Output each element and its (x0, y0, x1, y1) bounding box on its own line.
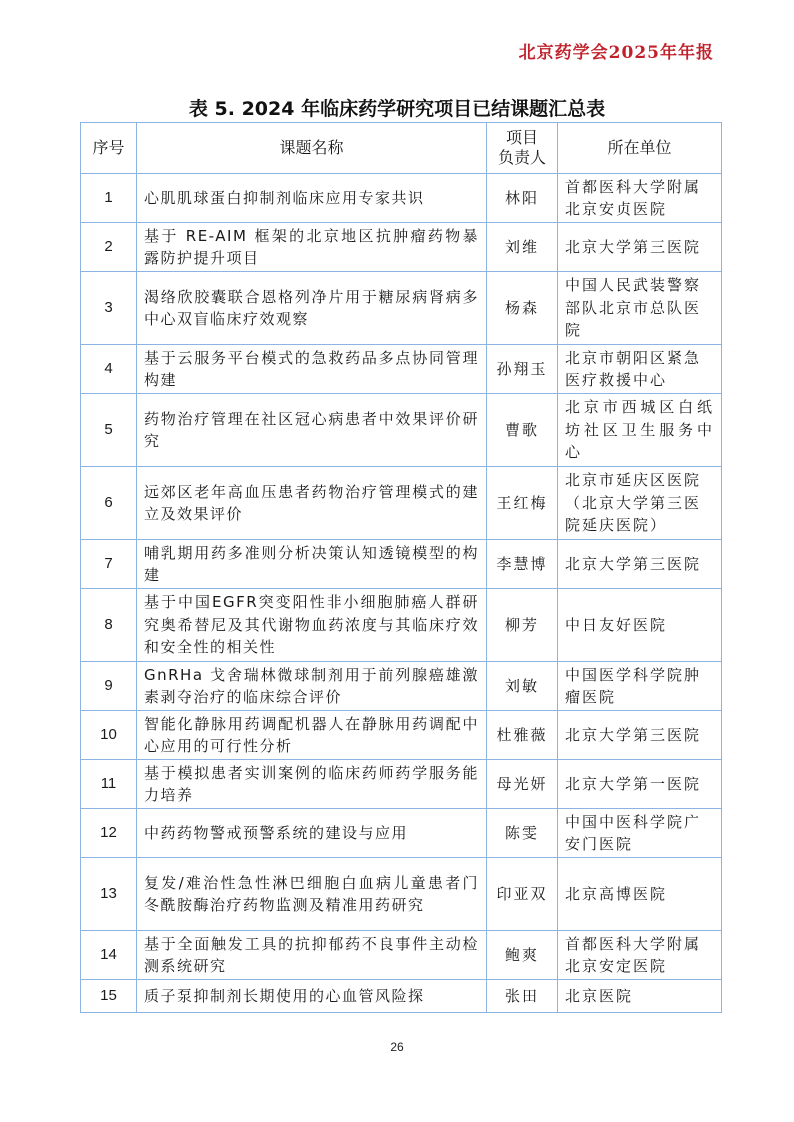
row-index: 13 (81, 858, 137, 931)
project-title: 质子泵抑制剂长期使用的心血管风险探 (137, 980, 487, 1013)
project-unit: 北京大学第一医院 (558, 760, 722, 809)
table-row (81, 272, 722, 345)
project-title: 中药药物警戒预警系统的建设与应用 (137, 809, 487, 858)
table-row (81, 980, 722, 1013)
project-title: 复发/难治性急性淋巴细胞白血病儿童患者门冬酰胺酶治疗药物监测及精准用药研究 (137, 858, 487, 931)
project-lead: 母光妍 (487, 760, 558, 809)
project-unit: 北京高博医院 (558, 858, 722, 931)
table-row (81, 760, 722, 809)
project-unit: 中国医学科学院肿瘤医院 (558, 662, 722, 711)
table-row (81, 662, 722, 711)
project-lead: 李慧博 (487, 540, 558, 589)
table-row (81, 394, 722, 467)
project-lead: 张田 (487, 980, 558, 1013)
project-title: 基于云服务平台模式的急救药品多点协同管理构建 (137, 345, 487, 394)
project-lead: 刘维 (487, 223, 558, 272)
project-lead: 杨森 (487, 272, 558, 345)
col-header-idx: 序号 (81, 123, 137, 174)
project-unit: 中国人民武装警察部队北京市总队医院 (558, 272, 722, 345)
row-index: 3 (81, 272, 137, 345)
table-row (81, 174, 722, 223)
project-title: 基于 RE-AIM 框架的北京地区抗肿瘤药物暴露防护提升项目 (137, 223, 487, 272)
table-row (81, 809, 722, 858)
row-index: 14 (81, 931, 137, 980)
table-row (81, 467, 722, 540)
table-row (81, 858, 722, 931)
project-lead: 王红梅 (487, 467, 558, 540)
project-lead: 柳芳 (487, 589, 558, 662)
project-unit: 首都医科大学附属北京安定医院 (558, 931, 722, 980)
project-lead: 曹歌 (487, 394, 558, 467)
project-title: 哺乳期用药多准则分析决策认知透镜模型的构建 (137, 540, 487, 589)
row-index: 8 (81, 589, 137, 662)
project-lead: 杜雅薇 (487, 711, 558, 760)
row-index: 5 (81, 394, 137, 467)
project-title: 药物治疗管理在社区冠心病患者中效果评价研究 (137, 394, 487, 467)
table-row (81, 931, 722, 980)
row-index: 7 (81, 540, 137, 589)
row-index: 2 (81, 223, 137, 272)
table-row (81, 540, 722, 589)
project-unit: 北京医院 (558, 980, 722, 1013)
project-unit: 中国中医科学院广安门医院 (558, 809, 722, 858)
col-header-unit: 所在单位 (558, 123, 722, 174)
col-header-lead-line2: 负责人 (497, 148, 546, 167)
project-unit: 北京大学第三医院 (558, 223, 722, 272)
project-title: GnRHa 戈舍瑞林微球制剂用于前列腺癌雄激素剥夺治疗的临床综合评价 (137, 662, 487, 711)
project-title: 渴络欣胶囊联合恩格列净片用于糖尿病肾病多中心双盲临床疗效观察 (137, 272, 487, 345)
row-index: 15 (81, 980, 137, 1013)
page-number: 26 (390, 1040, 404, 1054)
project-unit: 北京大学第三医院 (558, 540, 722, 589)
col-header-lead (487, 123, 558, 174)
project-title: 智能化静脉用药调配机器人在静脉用药调配中心应用的可行性分析 (137, 711, 487, 760)
project-title: 基于全面触发工具的抗抑郁药不良事件主动检测系统研究 (137, 931, 487, 980)
projects-table (80, 122, 722, 1013)
row-index: 12 (81, 809, 137, 858)
row-index: 1 (81, 174, 137, 223)
project-unit: 中日友好医院 (558, 589, 722, 662)
project-unit: 北京市西城区白纸坊社区卫生服务中心 (558, 394, 722, 467)
project-unit: 首都医科大学附属北京安贞医院 (558, 174, 722, 223)
project-unit: 北京市朝阳区紧急医疗救援中心 (558, 345, 722, 394)
row-index: 4 (81, 345, 137, 394)
project-lead: 陈雯 (487, 809, 558, 858)
table-row (81, 223, 722, 272)
project-title: 远郊区老年高血压患者药物治疗管理模式的建立及效果评价 (137, 467, 487, 540)
row-index: 9 (81, 662, 137, 711)
page-header: 北京药学会2025年年报 (518, 43, 714, 63)
row-index: 10 (81, 711, 137, 760)
table-header-row (81, 123, 722, 174)
project-lead: 林阳 (487, 174, 558, 223)
col-header-title: 课题名称 (137, 123, 487, 174)
table-title: 表 5. 2024 年临床药学研究项目已结课题汇总表 (188, 98, 606, 120)
project-lead: 孙翔玉 (487, 345, 558, 394)
project-title: 基于中国EGFR突变阳性非小细胞肺癌人群研究奥希替尼及其代谢物血药浓度与其临床疗效和安全性的相关性 (137, 589, 487, 662)
project-lead: 刘敏 (487, 662, 558, 711)
project-title: 基于模拟患者实训案例的临床药师药学服务能力培养 (137, 760, 487, 809)
table-row (81, 345, 722, 394)
project-unit: 北京市延庆区医院（北京大学第三医院延庆医院） (558, 467, 722, 540)
project-title: 心肌肌球蛋白抑制剂临床应用专家共识 (137, 174, 487, 223)
row-index: 6 (81, 467, 137, 540)
row-index: 11 (81, 760, 137, 809)
col-header-lead-line1: 项目 (505, 128, 538, 147)
project-unit: 北京大学第三医院 (558, 711, 722, 760)
table-row (81, 589, 722, 662)
project-lead: 鲍爽 (487, 931, 558, 980)
table-row (81, 711, 722, 760)
project-lead: 印亚双 (487, 858, 558, 931)
